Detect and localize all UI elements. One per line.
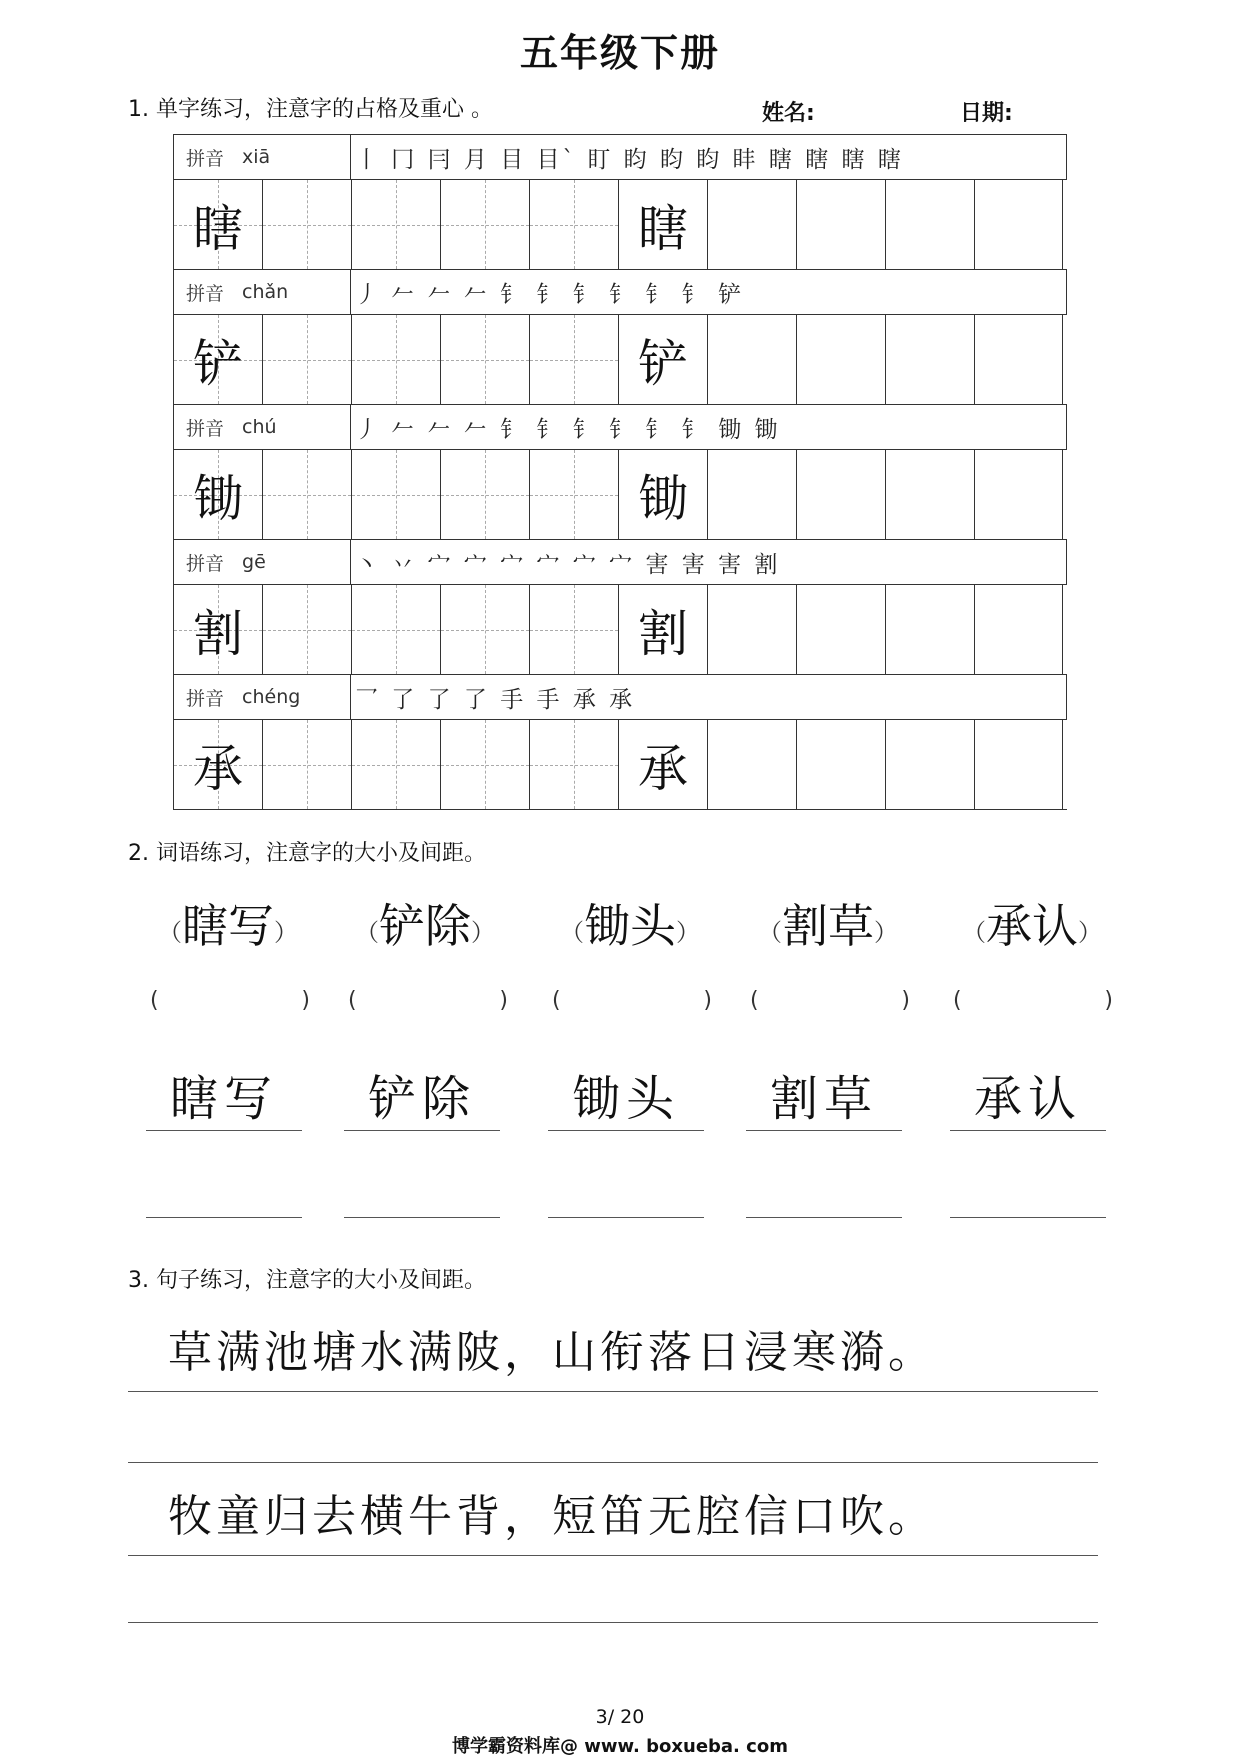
writing-box[interactable] xyxy=(797,585,886,674)
writing-line[interactable] xyxy=(344,1216,500,1218)
copy-char-box xyxy=(619,585,708,674)
tian-box[interactable] xyxy=(263,450,352,539)
writing-box[interactable] xyxy=(975,720,1063,809)
writing-box[interactable] xyxy=(886,720,975,809)
sentence-line: 草满池塘水满陂，山衔落日浸寒漪。 xyxy=(128,1320,1098,1392)
pinyin-label: 拼音 xyxy=(186,147,225,170)
tian-box[interactable] xyxy=(352,585,441,674)
copy-char-box xyxy=(619,180,708,269)
writing-box[interactable] xyxy=(886,450,975,539)
pinyin-row xyxy=(174,675,1067,720)
name-label: 姓名: xyxy=(762,101,815,126)
writing-box[interactable] xyxy=(797,315,886,404)
writing-box[interactable] xyxy=(708,180,797,269)
lined-word: 承认 xyxy=(950,1068,1106,1131)
pinyin-blank[interactable]: ( ) xyxy=(552,988,712,1013)
paren-word: （承认） xyxy=(962,899,1102,953)
footer-watermark: 博学霸资料库@ www. boxueba. com xyxy=(452,1736,788,1757)
copy-char: 锄 xyxy=(638,469,688,528)
writing-line[interactable] xyxy=(548,1216,704,1218)
tian-box[interactable] xyxy=(441,315,530,404)
paren-word: （割草） xyxy=(758,899,898,953)
tian-box[interactable] xyxy=(352,720,441,809)
section1-heading: 1. 单字练习，注意字的占格及重心 。 xyxy=(128,97,493,122)
writing-box[interactable] xyxy=(708,585,797,674)
pinyin-row xyxy=(174,405,1067,450)
tian-box[interactable] xyxy=(352,315,441,404)
model-char: 铲 xyxy=(193,334,243,393)
tian-box[interactable] xyxy=(441,450,530,539)
writing-box[interactable] xyxy=(708,720,797,809)
tian-box[interactable] xyxy=(352,450,441,539)
stroke-order: 乛 了 了 了 手 手 承 承 xyxy=(355,686,636,713)
practice-grid-row xyxy=(174,585,1067,675)
writing-box[interactable] xyxy=(975,450,1063,539)
copy-char: 铲 xyxy=(638,334,688,393)
pinyin-label: 拼音 xyxy=(186,282,225,305)
writing-box[interactable] xyxy=(797,450,886,539)
paren-word: （锄头） xyxy=(560,899,700,953)
tian-box[interactable] xyxy=(441,585,530,674)
pinyin-cell xyxy=(174,675,351,719)
writing-box[interactable] xyxy=(975,585,1063,674)
sentence-line: 牧童归去横牛背，短笛无腔信口吹。 xyxy=(128,1484,1098,1556)
tian-box[interactable] xyxy=(530,180,619,269)
model-char: 承 xyxy=(193,739,243,798)
writing-box[interactable] xyxy=(797,720,886,809)
practice-grid-row xyxy=(174,180,1067,270)
writing-box[interactable] xyxy=(886,180,975,269)
section2-heading: 2. 词语练习，注意字的大小及间距。 xyxy=(128,841,486,866)
pinyin-row xyxy=(174,540,1067,585)
writing-box[interactable] xyxy=(886,585,975,674)
writing-box[interactable] xyxy=(708,315,797,404)
lined-word: 割草 xyxy=(746,1068,902,1131)
word-text: 铲除 xyxy=(379,899,471,953)
pinyin-label: 拼音 xyxy=(186,552,225,575)
pinyin-value: chǎn xyxy=(242,281,289,303)
pinyin-blank[interactable]: ( ) xyxy=(750,988,910,1013)
writing-box[interactable] xyxy=(886,315,975,404)
tian-box[interactable] xyxy=(352,180,441,269)
tian-box[interactable] xyxy=(441,720,530,809)
tian-box[interactable] xyxy=(263,180,352,269)
writing-line[interactable] xyxy=(746,1216,902,1218)
word-text: 割草 xyxy=(782,899,874,953)
paren-word: （铲除） xyxy=(355,899,495,953)
pinyin-value: chéng xyxy=(242,686,301,708)
date-label: 日期: xyxy=(960,101,1013,126)
model-char-box xyxy=(174,585,263,674)
tian-box[interactable] xyxy=(530,450,619,539)
pinyin-row xyxy=(174,270,1067,315)
copy-char-box xyxy=(619,720,708,809)
lined-word: 锄头 xyxy=(548,1068,704,1131)
model-char-box xyxy=(174,450,263,539)
pinyin-cell xyxy=(174,540,351,584)
copy-char: 割 xyxy=(638,604,688,663)
word-text: 瞎写 xyxy=(182,899,274,953)
character-practice-table xyxy=(173,134,1067,810)
model-char: 割 xyxy=(193,604,243,663)
stroke-order: 丨 冂 冃 月 目 目` 盯 盷 盷 盷 盽 瞎 瞎 瞎 瞎 xyxy=(355,146,904,173)
page-number: 3/ 20 xyxy=(595,1706,645,1728)
pinyin-cell xyxy=(174,135,351,179)
stroke-order: 丿 𠂉 𠂉 𠂉 钅 钅 钅 钅 钅 钅 铲 xyxy=(355,281,745,308)
page-title: 五年级下册 xyxy=(519,31,720,75)
pinyin-value: gē xyxy=(242,551,266,573)
copy-char-box xyxy=(619,450,708,539)
writing-line[interactable] xyxy=(950,1216,1106,1218)
model-char: 瞎 xyxy=(193,199,243,258)
writing-box[interactable] xyxy=(975,315,1063,404)
practice-grid-row xyxy=(174,315,1067,405)
copy-char: 承 xyxy=(638,739,688,798)
model-char-box xyxy=(174,315,263,404)
pinyin-blank[interactable]: ( ) xyxy=(150,988,310,1013)
writing-line[interactable] xyxy=(146,1216,302,1218)
model-char-box xyxy=(174,180,263,269)
tian-box[interactable] xyxy=(263,585,352,674)
pinyin-cell xyxy=(174,270,351,314)
tian-box[interactable] xyxy=(441,180,530,269)
pinyin-value: chú xyxy=(242,416,277,438)
tian-box[interactable] xyxy=(530,585,619,674)
pinyin-value: xiā xyxy=(242,146,271,168)
writing-box[interactable] xyxy=(797,180,886,269)
lined-word: 瞎写 xyxy=(146,1068,302,1131)
word-text: 承认 xyxy=(986,899,1078,953)
writing-line[interactable] xyxy=(128,1462,1098,1463)
writing-box[interactable] xyxy=(975,180,1063,269)
pinyin-blank[interactable]: ( ) xyxy=(348,988,508,1013)
practice-grid-row xyxy=(174,720,1067,810)
copy-char-box xyxy=(619,315,708,404)
tian-box[interactable] xyxy=(530,315,619,404)
copy-char: 瞎 xyxy=(638,199,688,258)
lined-word: 铲除 xyxy=(344,1068,500,1131)
pinyin-row xyxy=(174,135,1067,180)
stroke-order: 丿 𠂉 𠂉 𠂉 钅 钅 钅 钅 钅 钅 锄 锄 xyxy=(355,416,781,443)
practice-grid-row xyxy=(174,450,1067,540)
stroke-order: 丶 丷 宀 宀 宀 宀 宀 宀 害 害 害 割 xyxy=(355,551,781,578)
tian-box[interactable] xyxy=(263,720,352,809)
word-text: 锄头 xyxy=(584,899,676,953)
tian-box[interactable] xyxy=(530,720,619,809)
model-char: 锄 xyxy=(193,469,243,528)
pinyin-cell xyxy=(174,405,351,449)
model-char-box xyxy=(174,720,263,809)
pinyin-blank[interactable]: ( ) xyxy=(953,988,1113,1013)
writing-box[interactable] xyxy=(708,450,797,539)
section3-heading: 3. 句子练习，注意字的大小及间距。 xyxy=(128,1268,486,1293)
tian-box[interactable] xyxy=(263,315,352,404)
paren-word: （瞎写） xyxy=(158,899,298,953)
writing-line[interactable] xyxy=(128,1622,1098,1623)
pinyin-label: 拼音 xyxy=(186,417,225,440)
pinyin-label: 拼音 xyxy=(186,687,225,710)
